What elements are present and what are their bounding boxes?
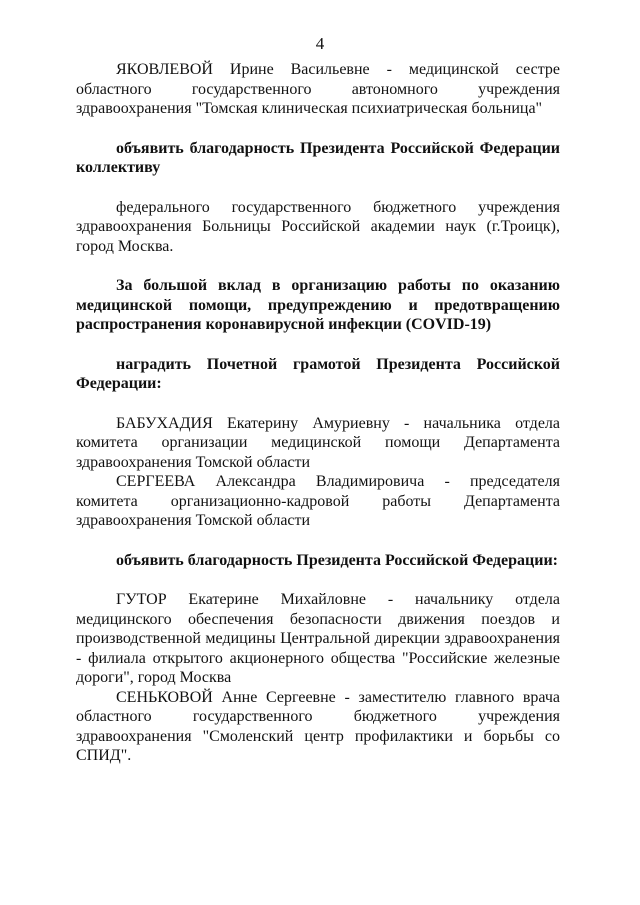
award-recipient-yakovleva: ЯКОВЛЕВОЙ Ирине Васильевне - медицинской сестре областного государственного автономного учреждения здравоохранения "Томская клиническая психиатрическая больница" bbox=[76, 61, 560, 117]
decision-heading-thanks: объявить благодарность Президента Российской Федерации: bbox=[116, 551, 558, 569]
award-recipient-sergeev: СЕРГЕЕВА Александра Владимировича - председателя комитета организационно-кадровой работы Департамента здравоохранения Томской области bbox=[76, 473, 560, 529]
page-number: 4 bbox=[315, 34, 325, 53]
award-recipient-troitsk-hospital: федерального государственного бюджетного учреждения здравоохранения Больницы Российской академии наук (г.Троицк), город Москва. bbox=[76, 198, 560, 255]
award-recipient-gutor: ГУТОР Екатерине Михайловне - начальнику отдела медицинского обеспечения безопасности движения поездов и производственной медицины Центральной дирекции здравоохранения - филиала открытого акционерного общества "Российские железные дороги", город Москва bbox=[76, 591, 560, 686]
award-recipient-babukhadiya: БАБУХАДИЯ Екатерину Амуриевну - начальника отдела комитета организации медицинской помощи Департамента здравоохранения Томской области bbox=[76, 414, 560, 471]
decision-heading-collective: объявить благодарность Президента Российской Федерации коллективу bbox=[76, 139, 560, 176]
award-recipient-senkova: СЕНЬКОВОЙ Анне Сергеевне - заместителю главного врача областного государственного бюджетного учреждения здравоохранения "Смоленский центр профилактики и борьбы со СПИД". bbox=[76, 688, 560, 764]
decision-heading-gramota: наградить Почетной грамотой Президента Российской Федерации: bbox=[76, 355, 560, 392]
section-heading-covid: За большой вклад в организацию работы по оказанию медицинской помощи, предупреждению и предотвращению распространения коронавирусной инфекции (COVID-19) bbox=[76, 277, 560, 333]
document-body bbox=[76, 60, 560, 766]
